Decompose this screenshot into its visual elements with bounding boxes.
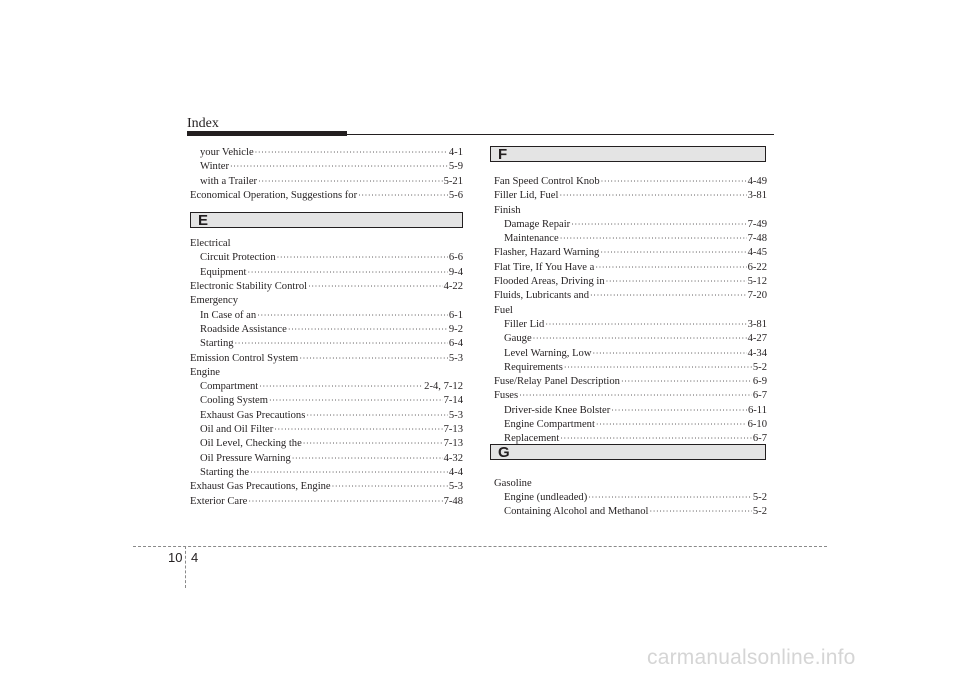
dot-leader [269, 394, 443, 408]
dot-leader [299, 352, 448, 366]
section-letter: F [498, 146, 508, 163]
index-entry [494, 404, 767, 418]
index-entry [190, 352, 463, 366]
index-entry [494, 332, 767, 346]
index-entry-page: 7-14 [443, 395, 463, 407]
index-entry-page: 5-6 [448, 189, 463, 201]
dot-leader [590, 289, 747, 303]
dot-leader [358, 189, 448, 203]
index-entry-label: Oil and Oil Filter [200, 424, 274, 436]
footer-divider [185, 546, 186, 588]
index-entry-label: Exhaust Gas Precautions [200, 409, 306, 421]
index-entry-page: 7-48 [443, 495, 463, 507]
index-entry-label: Emission Control System [190, 352, 299, 364]
index-entry-label: Level Warning, Low [504, 347, 592, 359]
index-entry-label: Finish [494, 204, 521, 216]
index-entry-label: Flooded Areas, Driving in [494, 276, 605, 288]
index-entry [494, 246, 767, 260]
index-entry-label: Requirements [504, 361, 563, 373]
index-entry-label: Maintenance [504, 233, 559, 245]
page-number: 4 [191, 550, 199, 565]
index-entry-page: 6-11 [747, 404, 767, 416]
index-entry-page: 7-48 [747, 233, 767, 245]
index-entry [190, 337, 463, 351]
index-entry-page: 4-34 [747, 347, 767, 359]
index-entry-label: Cooling System [200, 395, 268, 407]
index-entry-page: 9-4 [448, 266, 463, 278]
index-entry [190, 495, 463, 509]
index-entry-label: Emergency [190, 295, 239, 307]
index-entry [190, 266, 463, 280]
section-letter: G [498, 444, 510, 461]
dot-leader [332, 480, 448, 494]
header-rule [347, 134, 774, 135]
dot-leader [571, 218, 746, 232]
index-entry-page: 4-4 [448, 466, 463, 478]
chapter-number: 10 [168, 550, 183, 565]
index-entry-label: Exhaust Gas Precautions, Engine [190, 481, 331, 493]
left-column [190, 146, 463, 509]
index-entry [190, 175, 463, 189]
index-entry [190, 437, 463, 451]
index-entry-label: Containing Alcohol and Methanol [504, 506, 649, 518]
index-entry-label: Starting the [200, 466, 250, 478]
section-g-header [490, 444, 766, 460]
index-entry-page: 5-12 [747, 276, 767, 288]
dot-leader [308, 280, 442, 294]
section-e-header [190, 212, 463, 228]
index-entry [494, 418, 767, 432]
index-entry [494, 491, 767, 505]
index-entry-label: Oil Pressure Warning [200, 452, 291, 464]
index-entry-label: Circuit Protection [200, 252, 276, 264]
index-entry-page: 6-1 [448, 309, 463, 321]
index-entry-page: 4-22 [443, 281, 463, 293]
index-entry-page: 2-4, 7-12 [424, 381, 463, 393]
dot-leader [230, 160, 448, 174]
footer-rule [133, 546, 827, 547]
watermark-text: carmanualsonline.info [647, 646, 856, 669]
index-entry [190, 146, 463, 160]
index-entry [494, 505, 767, 519]
dot-leader [596, 418, 747, 432]
index-entry-page: 4-32 [443, 452, 463, 464]
index-entry [190, 160, 463, 174]
index-entry-page: 9-2 [448, 323, 463, 335]
dot-leader [560, 232, 747, 246]
dot-leader [288, 323, 448, 337]
index-entry [494, 218, 767, 232]
dot-leader [533, 332, 747, 346]
dot-leader [255, 146, 448, 160]
index-list-left-top [190, 146, 463, 203]
dot-leader [593, 347, 747, 361]
index-entry-label: Driver-side Knee Bolster [504, 404, 611, 416]
index-entry-label: Electrical [190, 238, 231, 250]
index-entry-label: Exterior Care [190, 495, 248, 507]
index-entry-label: Gauge [504, 333, 532, 345]
index-entry-page: 7-49 [747, 218, 767, 230]
index-entry-label: Fuel [494, 304, 513, 316]
index-entry [494, 175, 767, 189]
dot-leader [519, 389, 752, 403]
index-entry-label: Engine [190, 366, 221, 378]
index-entry-label: Engine Compartment [504, 419, 595, 431]
dot-leader [600, 246, 746, 260]
index-entry [190, 280, 463, 294]
index-entry-label: Roadside Assistance [200, 323, 287, 335]
index-entry [190, 452, 463, 466]
index-entry-label: Winter [200, 161, 229, 173]
index-entry-label: Fuses [494, 390, 519, 402]
index-entry-label: Equipment [200, 266, 247, 278]
index-entry-page: 6-4 [448, 338, 463, 350]
dot-leader [257, 309, 448, 323]
index-entry-label: Gasoline [494, 477, 532, 489]
index-entry [494, 289, 767, 303]
dot-leader [259, 380, 423, 394]
index-entry-label: with a Trailer [200, 175, 258, 187]
index-entry-label: In Case of an [200, 309, 257, 321]
index-entry-page: 4-1 [448, 147, 463, 158]
index-entry [494, 375, 767, 389]
index-entry [494, 204, 767, 218]
index-entry-page: 5-3 [448, 409, 463, 421]
section-f-header [490, 146, 766, 162]
dot-leader [595, 261, 746, 275]
dot-leader [601, 175, 747, 189]
index-entry [494, 477, 767, 491]
index-entry-page: 6-9 [752, 376, 767, 388]
index-entry [190, 189, 463, 203]
index-entry-page: 3-81 [747, 318, 767, 330]
dot-leader [588, 491, 752, 505]
index-entry-page: 5-2 [752, 361, 767, 373]
index-entry-label: Fan Speed Control Knob [494, 176, 600, 187]
index-entry-label: Filler Lid [504, 318, 545, 330]
index-entry-page: 5-2 [752, 491, 767, 503]
dot-leader [611, 404, 747, 418]
dot-leader [559, 189, 746, 203]
index-entry-page: 6-6 [448, 252, 463, 264]
index-entry-label: Electronic Stability Control [190, 281, 308, 293]
dot-leader [248, 266, 448, 280]
dot-leader [292, 452, 443, 466]
index-entry-page: 4-45 [747, 247, 767, 259]
dot-leader [258, 175, 442, 189]
index-entry [494, 318, 767, 332]
index-entry [190, 423, 463, 437]
index-entry-label: Replacement [504, 433, 560, 445]
index-entry-label: your Vehicle [200, 147, 254, 158]
dot-leader [545, 318, 746, 332]
index-list-e [190, 237, 463, 509]
index-entry [494, 304, 767, 318]
dot-leader [564, 361, 752, 375]
index-entry-label: Fluids, Lubricants and [494, 290, 590, 302]
index-entry-page: 6-22 [747, 261, 767, 273]
index-entry-page: 5-3 [448, 481, 463, 493]
index-entry [190, 480, 463, 494]
index-entry [190, 366, 463, 380]
page-title: Index [187, 116, 219, 131]
index-entry-label: Damage Repair [504, 218, 571, 230]
dot-leader [235, 337, 448, 351]
index-entry [494, 361, 767, 375]
index-entry [494, 275, 767, 289]
index-entry-page: 3-81 [747, 190, 767, 202]
index-entry [190, 409, 463, 423]
header-bar [187, 131, 347, 136]
index-entry-label: Fuse/Relay Panel Description [494, 376, 620, 388]
index-entry-page: 4-27 [747, 333, 767, 345]
index-entry-label: Oil Level, Checking the [200, 438, 302, 450]
index-entry [494, 189, 767, 203]
index-entry-label: Starting [200, 338, 234, 350]
dot-leader [306, 409, 448, 423]
dot-leader [606, 275, 747, 289]
index-entry-label: Flat Tire, If You Have a [494, 261, 595, 273]
index-entry [190, 323, 463, 337]
index-entry-page: 7-13 [443, 424, 463, 436]
index-entry [190, 251, 463, 265]
right-column [494, 175, 767, 520]
index-entry-page: 5-21 [443, 175, 463, 187]
index-entry-page: 5-3 [448, 352, 463, 364]
index-entry-label: Filler Lid, Fuel [494, 190, 559, 202]
index-list-g [494, 477, 767, 520]
index-entry [190, 394, 463, 408]
index-entry [494, 261, 767, 275]
index-entry-page: 5-9 [448, 161, 463, 173]
index-list-f [494, 175, 767, 447]
index-entry [190, 237, 463, 251]
index-entry-page: 7-13 [443, 438, 463, 450]
dot-leader [303, 437, 443, 451]
index-entry-label: Compartment [200, 381, 259, 393]
dot-leader [250, 466, 448, 480]
index-entry-page: 6-7 [752, 390, 767, 402]
index-entry-label: Flasher, Hazard Warning [494, 247, 600, 259]
dot-leader [277, 251, 448, 265]
dot-leader [621, 375, 752, 389]
section-letter: E [198, 212, 209, 229]
index-entry-page: 6-10 [747, 419, 767, 431]
index-entry-page: 7-20 [747, 290, 767, 302]
dot-leader [274, 423, 442, 437]
index-entry [494, 347, 767, 361]
index-entry-page: 6-7 [752, 433, 767, 445]
dot-leader [248, 495, 442, 509]
index-entry [190, 309, 463, 323]
index-entry-page: 4-49 [747, 176, 767, 187]
index-entry [190, 466, 463, 480]
index-entry [494, 389, 767, 403]
dot-leader [649, 505, 751, 519]
index-entry-label: Economical Operation, Suggestions for [190, 189, 358, 201]
index-entry [190, 294, 463, 308]
index-entry-page: 5-2 [752, 506, 767, 518]
index-entry [494, 232, 767, 246]
index-entry [190, 380, 463, 394]
index-entry-label: Engine (undleaded) [504, 491, 588, 503]
